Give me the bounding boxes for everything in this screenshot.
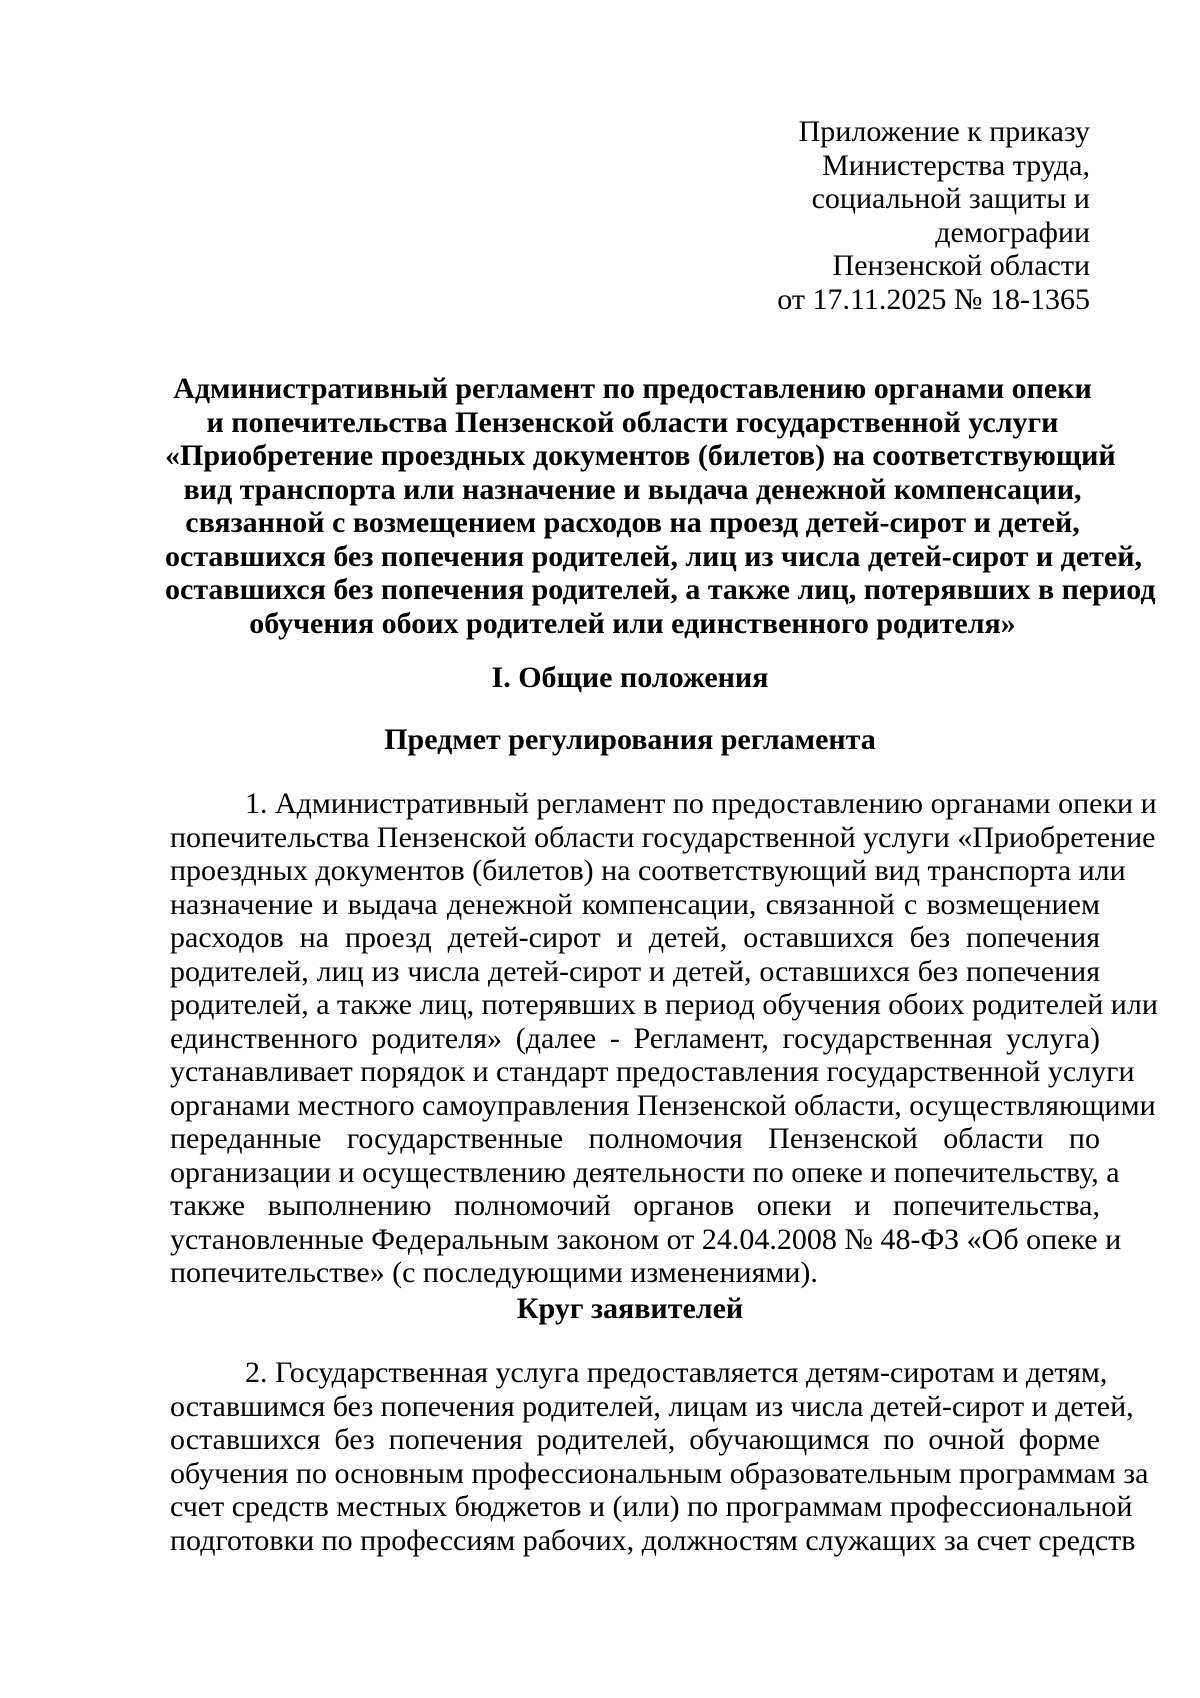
paragraph-line: органами местного самоуправления Пензенской области, осуществляющими <box>170 1088 1156 1122</box>
appendix-line: Приложение к приказу <box>798 115 1090 148</box>
paragraph-line: назначение и выдача денежной компенсации, связанной с возмещением <box>170 887 1100 921</box>
paragraph-line: установленные Федеральным законом от 24.04.2008 № 48-ФЗ «Об опеке и <box>170 1222 1122 1256</box>
paragraph-line: также выполнению полномочий органов опеки и попечительства, <box>170 1189 1100 1222</box>
title-line: «Приобретение проездных документов (билетов) на соответствующий <box>165 439 1116 472</box>
title-line: обучения обоих родителей или единственного родителя» <box>249 606 1016 640</box>
document-title <box>165 372 1156 640</box>
title-line: оставшихся без попечения родителей, а также лиц, потерявших в период <box>165 573 1156 606</box>
paragraph-line: единственного родителя» (далее - Регламент, государственная услуга) <box>170 1021 1100 1055</box>
title-line: оставшихся без попечения родителей, лиц из числа детей-сирот и детей, <box>165 539 1142 573</box>
paragraph-line: переданные государственные полномочия Пензенской области по <box>170 1122 1100 1155</box>
appendix-line: Министерства труда, <box>822 148 1090 182</box>
paragraph-line: проездных документов (билетов) на соответствующий вид транспорта или <box>170 854 1126 887</box>
paragraph-line: родителей, а также лиц, потерявших в период обучения обоих родителей или <box>170 988 1158 1021</box>
appendix-block <box>670 115 1090 316</box>
appendix-line: демографии <box>935 215 1090 249</box>
paragraph-line: расходов на проезд детей-сирот и детей, оставшихся без попечения <box>170 921 1100 954</box>
paragraph-line: попечительстве» (с последующими изменениями). <box>170 1256 818 1289</box>
title-line: вид транспорта или назначение и выдача денежной компенсации, <box>183 472 1082 506</box>
appendix-line: Пензенской области <box>832 249 1090 282</box>
paragraph-line: обучения по основным профессиональным образовательным программам за <box>170 1456 1149 1490</box>
paragraph-line: 2. Государственная услуга предоставляется детям-сиротам и детям, <box>245 1356 1108 1389</box>
paragraph-1 <box>170 787 1158 1290</box>
paragraph-line: устанавливает порядок и стандарт предоставления государственной услуги <box>170 1055 1135 1088</box>
paragraph-line: оставшимся без попечения родителей, лицам из числа детей-сирот и детей, <box>170 1389 1134 1423</box>
paragraph-line: оставшихся без попечения родителей, обучающимся по очной форме <box>170 1423 1100 1456</box>
paragraph-line: попечительства Пензенской области государственной услуги «Приобретение <box>170 820 1156 854</box>
appendix-line: социальной защиты и <box>811 182 1090 215</box>
title-line: и попечительства Пензенской области государственной услуги <box>206 405 1059 439</box>
title-line: Административный регламент по предоставлению органами опеки <box>173 372 1092 405</box>
paragraph-line: 1. Административный регламент по предоставлению органами опеки и <box>245 787 1157 820</box>
applicants-heading: Круг заявителей <box>516 1292 744 1325</box>
paragraph-2 <box>170 1356 1149 1557</box>
paragraph-line: счет средств местных бюджетов и (или) по программам профессиональной <box>170 1490 1133 1523</box>
paragraph-line: родителей, лиц из числа детей-сирот и детей, оставшихся без попечения <box>170 954 1100 988</box>
subject-heading: Предмет регулирования регламента <box>384 723 876 756</box>
title-line: связанной с возмещением расходов на проезд детей-сирот и детей, <box>185 506 1080 539</box>
section-heading: I. Общие положения <box>491 661 769 694</box>
paragraph-line: подготовки по профессиям рабочих, должностям служащих за счет средств <box>170 1523 1136 1557</box>
paragraph-line: организации и осуществлению деятельности по опеке и попечительству, а <box>170 1155 1120 1189</box>
appendix-line: от 17.11.2025 № 18-1365 <box>777 282 1090 316</box>
